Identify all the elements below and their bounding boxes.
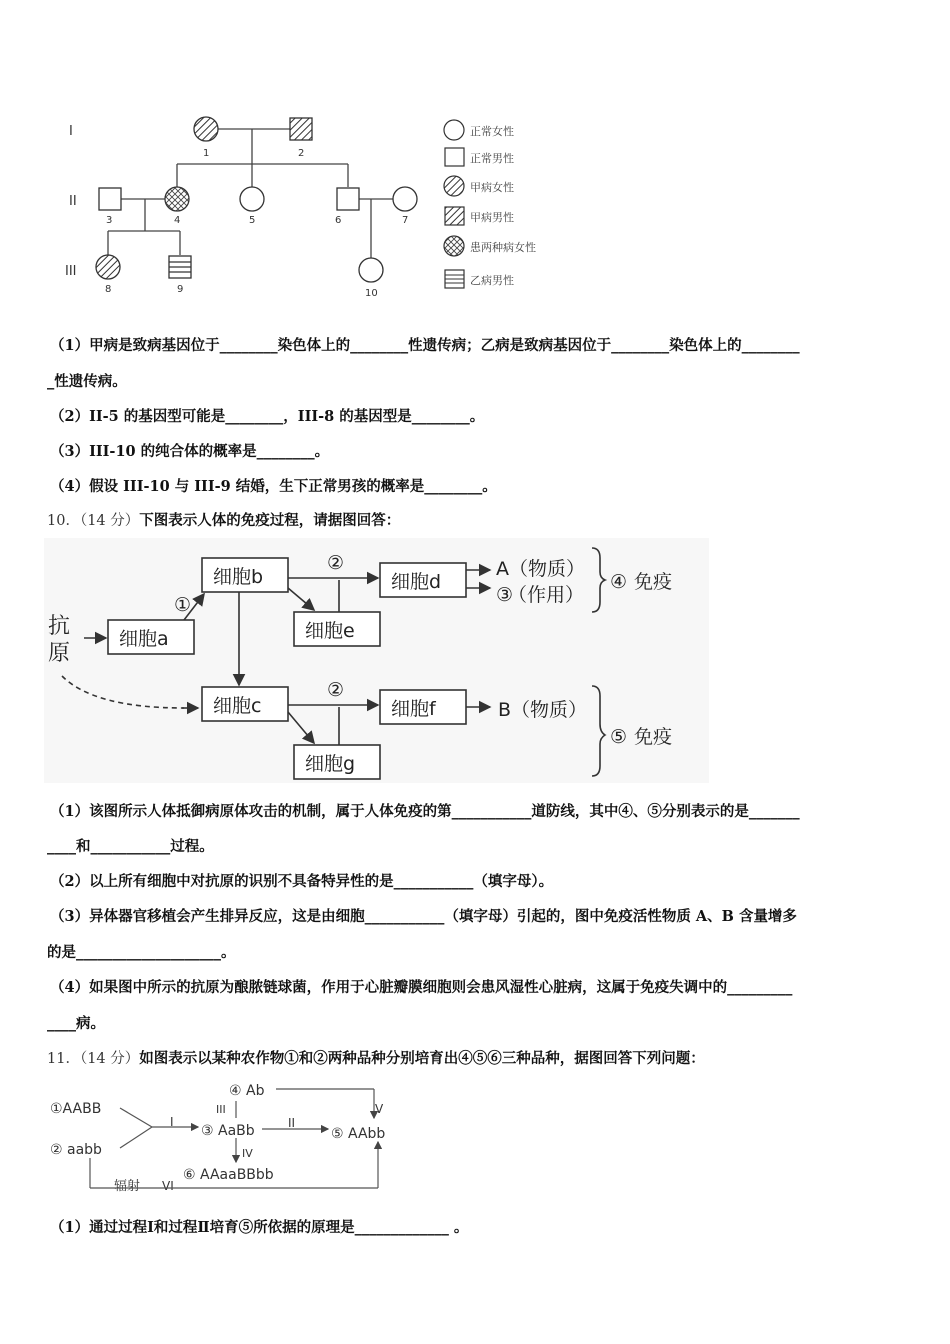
- legend-normal-male: 正常男性: [470, 152, 514, 165]
- cell-b-label: 细胞b: [213, 566, 264, 588]
- q11-number: 11．（14 分）: [47, 1051, 140, 1067]
- variety-4: ④ Ab: [229, 1083, 265, 1099]
- cell-e-label: 细胞e: [305, 620, 355, 642]
- q11-header: [47, 1050, 705, 1068]
- process-V: V: [375, 1102, 384, 1116]
- immunity-4-label: 免疫: [634, 571, 673, 593]
- mark-1: ①: [174, 594, 192, 616]
- q9-line-4: （4）假设 III-10 与 III-9 结婚，生下正常男孩的概率是________。: [50, 478, 497, 495]
- process-IV: IV: [242, 1147, 253, 1160]
- individual-label-10: 10: [365, 288, 378, 299]
- immune-process-diagram: [44, 538, 709, 783]
- individual-label-4: 4: [174, 215, 181, 226]
- individual-10-normal-female: [359, 258, 383, 282]
- q10-line-3: （3）异体器官移植会产生排异反应，这是由细胞___________（填字母）引起的，图中免疫活性物质 A、B 含量增多: [50, 908, 797, 925]
- pedigree-legend: [444, 120, 536, 288]
- individual-8-affected-female: [96, 255, 120, 279]
- mark-4: ④: [610, 571, 628, 593]
- variety-1: ①AABB: [50, 1101, 102, 1117]
- mark-2-top: ②: [327, 552, 345, 574]
- q11-stem: 如图表示以某种农作物①和②两种品种分别培育出④⑤⑥三种品种，据图回答下列问题：: [139, 1050, 705, 1067]
- gen-label-II: II: [69, 194, 77, 209]
- individual-3-normal-male: [99, 188, 121, 210]
- q10-header: [47, 512, 400, 530]
- individual-2-affected-male: [290, 118, 312, 140]
- individual-label-3: 3: [106, 215, 113, 226]
- individual-9-disease-b-male: [169, 256, 191, 278]
- q9-line-1: （1）甲病是致病基因位于________染色体上的________性遗传病；乙病是致病基因位于________染色体上的________: [50, 337, 800, 354]
- q9-line-3: （3）III-10 的纯合体的概率是________。: [50, 443, 330, 460]
- individual-4-both-diseases-female: [165, 187, 189, 211]
- output-b-substance: B（物质）: [498, 699, 588, 721]
- variety-2: ② aabb: [50, 1142, 102, 1158]
- process-VI: VI: [162, 1179, 174, 1193]
- cell-c-label: 细胞c: [213, 695, 262, 717]
- individual-7-normal-female: [393, 187, 417, 211]
- legend-both-diseases-female: 患两种病女性: [470, 241, 536, 254]
- process-radiation: 辐射: [114, 1179, 141, 1194]
- q10-line-1-continued: ____和___________过程。: [47, 838, 214, 855]
- legend-disease-a-male: 甲病男性: [470, 211, 514, 224]
- individual-5-normal-female: [240, 187, 264, 211]
- q9-line-1-continued: _性遗传病。: [47, 373, 127, 390]
- immunity-5-label: 免疫: [634, 726, 673, 748]
- output-a-substance: A（物质）: [496, 558, 585, 580]
- variety-5: ⑤ AAbb: [331, 1126, 386, 1142]
- output-action: （作用）: [508, 584, 585, 606]
- q10-line-1: （1）该图所示人体抵御病原体攻击的机制，属于人体免疫的第___________道防线，其中④、⑤分别表示的是_______: [50, 803, 800, 820]
- mark-2-bottom: ②: [327, 679, 345, 701]
- individual-label-8: 8: [105, 284, 112, 295]
- individual-label-2: 2: [298, 148, 305, 159]
- antigen-label-2: 原: [48, 641, 71, 666]
- individual-6-normal-male: [337, 188, 359, 210]
- q10-line-4: （4）如果图中所示的抗原为酿脓链球菌，作用于心脏瓣膜细胞则会患风湿性心脏病，这属于免疫失调中的_________: [50, 979, 793, 996]
- q10-stem: 下图表示人体的免疫过程，请据图回答：: [139, 512, 401, 529]
- cell-a-label: 细胞a: [119, 628, 169, 650]
- individual-label-1: 1: [203, 148, 210, 159]
- antigen-label-1: 抗: [48, 614, 71, 639]
- variety-3: ③ AaBb: [201, 1123, 255, 1139]
- q10-number: 10．（14 分）: [47, 513, 140, 529]
- process-I: I: [170, 1115, 174, 1129]
- q10-line-2: （2）以上所有细胞中对抗原的识别不具备特异性的是___________（填字母）。: [50, 873, 554, 890]
- legend-disease-b-male: 乙病男性: [470, 274, 514, 287]
- individual-1-affected-female: [194, 117, 218, 141]
- q9-line-2: （2）II-5 的基因型可能是________，III-8 的基因型是________。: [50, 408, 485, 425]
- q10-line-3-continued: 的是____________________。: [47, 944, 236, 961]
- mark-5: ⑤: [610, 726, 628, 748]
- variety-6: ⑥ AAaaBBbb: [183, 1167, 274, 1183]
- individual-label-7: 7: [402, 215, 409, 226]
- pedigree-figure: [55, 110, 595, 305]
- cell-d-label: 细胞d: [391, 571, 442, 593]
- individual-label-9: 9: [177, 284, 184, 295]
- cell-f-label: 细胞f: [391, 698, 436, 720]
- legend-normal-female: 正常女性: [470, 125, 514, 138]
- q10-line-4-continued: ____病。: [47, 1015, 105, 1032]
- breeding-diagram: [48, 1076, 408, 1194]
- q11-line-1: （1）通过过程Ⅰ和过程Ⅱ培育⑤所依据的原理是_____________ 。: [50, 1219, 469, 1236]
- gen-label-I: I: [69, 124, 73, 139]
- gen-label-III: III: [65, 264, 77, 279]
- mark-3: ③: [496, 584, 514, 606]
- cell-g-label: 细胞g: [305, 753, 356, 775]
- process-II: II: [288, 1116, 296, 1130]
- process-III: III: [216, 1103, 226, 1116]
- legend-disease-a-female: 甲病女性: [470, 181, 514, 194]
- individual-label-6: 6: [335, 215, 342, 226]
- individual-label-5: 5: [249, 215, 256, 226]
